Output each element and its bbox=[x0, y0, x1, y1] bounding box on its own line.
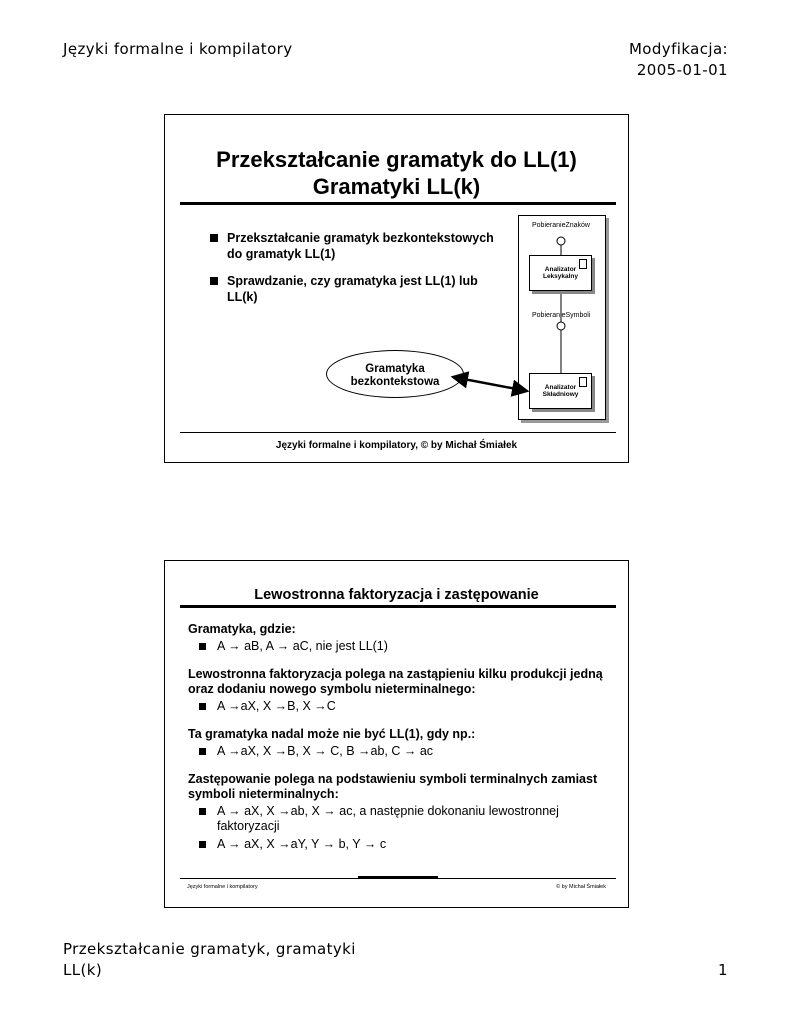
square-bullet-icon bbox=[199, 748, 206, 755]
section-item bbox=[188, 639, 608, 654]
slide-1 bbox=[164, 114, 629, 463]
square-bullet-icon bbox=[210, 234, 218, 242]
slide-1-footer-rule bbox=[180, 432, 616, 433]
square-bullet-icon bbox=[199, 703, 206, 710]
grammar-ellipse-label: Gramatyka bezkontekstowa bbox=[350, 363, 440, 388]
square-bullet-icon bbox=[210, 277, 218, 285]
section-item bbox=[188, 699, 608, 714]
slide-1-title-line2: Gramatyki LL(k) bbox=[312, 174, 481, 199]
square-bullet-icon bbox=[199, 643, 206, 650]
slide-1-bullet bbox=[210, 273, 510, 305]
section-heading: Lewostronna faktoryzacja polega na zastąpieniu kilku produkcji jedną oraz dodaniu nowego symbolu nieterminalnego: bbox=[188, 667, 603, 696]
section-heading: Zastępowanie polega na podstawieniu symboli terminalnych zamiast symboli nieterminalnych: bbox=[188, 772, 598, 801]
section-heading: Gramatyka, gdzie: bbox=[188, 622, 296, 636]
modified-label: Modyfikacja: bbox=[628, 40, 728, 58]
component-icon bbox=[579, 259, 587, 269]
square-bullet-icon bbox=[199, 841, 206, 848]
slide-1-footer: Języki formalne i kompilatory, © by Michał Śmiałek bbox=[275, 440, 518, 451]
slide-2-section bbox=[188, 622, 608, 657]
slide-2-section bbox=[188, 727, 608, 762]
section-item bbox=[188, 837, 608, 852]
modified-date: 2005-01-01 bbox=[636, 61, 728, 79]
section-item bbox=[188, 804, 608, 834]
lexer-component bbox=[529, 255, 592, 291]
slide-2-title: Lewostronna faktoryzacja i zastępowanie bbox=[254, 587, 539, 603]
slide-2-footer-left: Języki formalne i kompilatory bbox=[187, 884, 258, 890]
item-text: A → aX, X →ab, X → ac, a następnie dokonaniu lewostronnej faktoryzacji bbox=[217, 804, 559, 833]
slide-2-title-rule bbox=[180, 605, 616, 608]
item-text: A →aX, X →B, X →C bbox=[217, 699, 336, 713]
slide-1-title-line1: Przekształcanie gramatyk do LL(1) bbox=[216, 147, 577, 172]
slide-2-section bbox=[188, 772, 608, 855]
item-text: A → aB, A → aC, nie jest LL(1) bbox=[217, 639, 388, 653]
course-title: Języki formalne i kompilatory bbox=[63, 40, 293, 58]
slide-1-bullets bbox=[210, 230, 510, 316]
lexer-component-label: Analizator Leksykalny bbox=[542, 266, 579, 280]
bullet-text: Przekształcanie gramatyk bezkontekstowych do gramatyk LL(1) bbox=[227, 231, 494, 261]
slide-2-footer-right: © by Michał Śmiałek bbox=[556, 884, 606, 890]
grammar-ellipse bbox=[326, 350, 464, 398]
parser-component-label: Analizator Składniowy bbox=[542, 384, 579, 398]
section-heading: Ta gramatyka nadal może nie być LL(1), gdy np.: bbox=[188, 727, 476, 741]
association-arrow bbox=[445, 370, 535, 400]
slide-1-bullet bbox=[210, 230, 510, 262]
page-footer-title-line2: LL(k) bbox=[63, 961, 103, 979]
parser-component bbox=[529, 373, 592, 409]
slide-1-title-rule bbox=[180, 202, 616, 205]
slide-2-footer-rule bbox=[180, 878, 616, 879]
component-icon bbox=[579, 377, 587, 387]
section-item bbox=[188, 744, 608, 759]
slide-2-section bbox=[188, 667, 608, 717]
item-text: A → aX, X →aY, Y → b, Y → c bbox=[217, 837, 387, 851]
item-text: A →aX, X →B, X → C, B →ab, C → ac bbox=[217, 744, 434, 758]
page-number: 1 bbox=[718, 961, 728, 979]
bullet-text: Sprawdzanie, czy gramatyka jest LL(1) lub LL(k) bbox=[227, 274, 478, 304]
interface-label-mid: PobieranieSymboli bbox=[532, 312, 591, 319]
square-bullet-icon bbox=[199, 808, 206, 815]
slide-2 bbox=[164, 560, 629, 908]
page-footer-title-line1: Przekształcanie gramatyk, gramatyki bbox=[63, 940, 356, 958]
interface-label-top: PobieranieZnaków bbox=[532, 222, 590, 229]
